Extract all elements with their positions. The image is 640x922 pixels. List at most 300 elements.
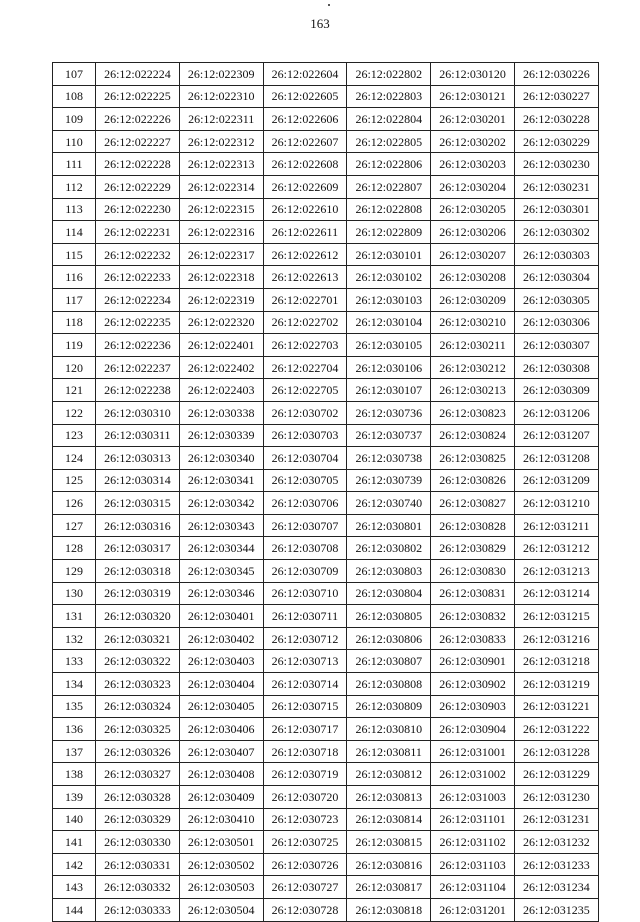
- cadastral-number-cell: 26:12:030810: [347, 718, 431, 741]
- cadastral-number-cell: 26:12:030209: [431, 288, 515, 311]
- cadastral-number-cell: 26:12:030740: [347, 492, 431, 515]
- cadastral-number-cell: 26:12:030809: [347, 695, 431, 718]
- cadastral-number-cell: 26:12:022611: [263, 221, 347, 244]
- cadastral-number-cell: 26:12:022227: [96, 130, 180, 153]
- cadastral-number-cell: 26:12:030338: [179, 401, 263, 424]
- cadastral-number-cell: 26:12:030801: [347, 514, 431, 537]
- cadastral-number-cell: 26:12:030739: [347, 469, 431, 492]
- cadastral-number-cell: 26:12:030305: [514, 288, 598, 311]
- cadastral-number-cell: 26:12:030406: [179, 718, 263, 741]
- cadastral-number-cell: 26:12:030714: [263, 673, 347, 696]
- cadastral-number-cell: 26:12:030206: [431, 221, 515, 244]
- cadastral-number-cell: 26:12:022701: [263, 288, 347, 311]
- cadastral-number-cell: 26:12:031235: [514, 898, 598, 921]
- cadastral-number-cell: 26:12:031103: [431, 853, 515, 876]
- cadastral-number-cell: 26:12:030228: [514, 108, 598, 131]
- row-number-cell: 129: [53, 560, 96, 583]
- cadastral-number-cell: 26:12:022609: [263, 175, 347, 198]
- table-row: [53, 650, 599, 673]
- cadastral-number-cell: 26:12:030803: [347, 560, 431, 583]
- cadastral-number-cell: 26:12:030332: [96, 876, 180, 899]
- cadastral-number-cell: 26:12:031230: [514, 786, 598, 809]
- cadastral-number-cell: 26:12:030825: [431, 447, 515, 470]
- row-number-cell: 139: [53, 786, 96, 809]
- cadastral-number-cell: 26:12:030823: [431, 401, 515, 424]
- cadastral-number-cell: 26:12:030709: [263, 560, 347, 583]
- cadastral-number-cell: 26:12:030702: [263, 401, 347, 424]
- cadastral-number-cell: 26:12:022401: [179, 334, 263, 357]
- cadastral-number-cell: 26:12:031218: [514, 650, 598, 673]
- cadastral-number-cell: 26:12:030121: [431, 85, 515, 108]
- cadastral-number-cell: 26:12:030812: [347, 763, 431, 786]
- cadastral-number-cell: 26:12:030307: [514, 334, 598, 357]
- table-row: [53, 514, 599, 537]
- table-row: [53, 763, 599, 786]
- cadastral-number-cell: 26:12:022232: [96, 243, 180, 266]
- cadastral-number-cell: 26:12:022224: [96, 63, 180, 86]
- cadastral-number-cell: 26:12:030807: [347, 650, 431, 673]
- cadastral-number-cell: 26:12:030816: [347, 853, 431, 876]
- cadastral-number-cell: 26:12:030340: [179, 447, 263, 470]
- cadastral-number-cell: 26:12:030706: [263, 492, 347, 515]
- cadastral-number-cell: 26:12:030407: [179, 740, 263, 763]
- cadastral-number-cell: 26:12:022803: [347, 85, 431, 108]
- cadastral-number-cell: 26:12:031234: [514, 876, 598, 899]
- table-row: [53, 876, 599, 899]
- row-number-cell: 110: [53, 130, 96, 153]
- table-row: [53, 740, 599, 763]
- table-row: [53, 537, 599, 560]
- cadastral-number-cell: 26:12:030204: [431, 175, 515, 198]
- row-number-cell: 130: [53, 582, 96, 605]
- cadastral-number-cell: 26:12:030713: [263, 650, 347, 673]
- cadastral-number-cell: 26:12:022311: [179, 108, 263, 131]
- cadastral-number-cell: 26:12:030718: [263, 740, 347, 763]
- cadastral-number-cell: 26:12:030410: [179, 808, 263, 831]
- cadastral-number-cell: 26:12:030738: [347, 447, 431, 470]
- cadastral-number-cell: 26:12:030315: [96, 492, 180, 515]
- table-row: [53, 108, 599, 131]
- cadastral-number-cell: 26:12:030231: [514, 175, 598, 198]
- cadastral-number-cell: 26:12:022402: [179, 356, 263, 379]
- cadastral-number-cell: 26:12:031206: [514, 401, 598, 424]
- cadastral-number-cell: 26:12:030817: [347, 876, 431, 899]
- cadastral-number-cell: 26:12:030712: [263, 627, 347, 650]
- cadastral-number-cell: 26:12:030802: [347, 537, 431, 560]
- table-row: [53, 379, 599, 402]
- cadastral-number-cell: 26:12:030210: [431, 311, 515, 334]
- cadastral-number-cell: 26:12:030901: [431, 650, 515, 673]
- cadastral-number-cell: 26:12:030330: [96, 831, 180, 854]
- cadastral-number-cell: 26:12:031216: [514, 627, 598, 650]
- cadastral-number-cell: 26:12:022316: [179, 221, 263, 244]
- cadastral-number-cell: 26:12:031229: [514, 763, 598, 786]
- cadastral-number-cell: 26:12:030316: [96, 514, 180, 537]
- table-row: [53, 288, 599, 311]
- cadastral-number-cell: 26:12:030405: [179, 695, 263, 718]
- cadastral-number-cell: 26:12:030342: [179, 492, 263, 515]
- cadastral-number-cell: 26:12:030328: [96, 786, 180, 809]
- cadastral-number-cell: 26:12:030708: [263, 537, 347, 560]
- cadastral-number-cell: 26:12:030105: [347, 334, 431, 357]
- cadastral-number-cell: 26:12:031211: [514, 514, 598, 537]
- table-row: [53, 582, 599, 605]
- cadastral-number-cell: 26:12:030403: [179, 650, 263, 673]
- cadastral-number-cell: 26:12:030203: [431, 153, 515, 176]
- cadastral-number-cell: 26:12:030303: [514, 243, 598, 266]
- cadastral-number-cell: 26:12:030805: [347, 605, 431, 628]
- cadastral-number-cell: 26:12:030727: [263, 876, 347, 899]
- cadastral-number-cell: 26:12:030704: [263, 447, 347, 470]
- scan-dot-mark: [328, 4, 330, 6]
- cadastral-number-cell: 26:12:022309: [179, 63, 263, 86]
- table-row: [53, 560, 599, 583]
- cadastral-number-cell: 26:12:030229: [514, 130, 598, 153]
- cadastral-number-cell: 26:12:030345: [179, 560, 263, 583]
- cadastral-number-cell: 26:12:022805: [347, 130, 431, 153]
- cadastral-number-cell: 26:12:022228: [96, 153, 180, 176]
- row-number-cell: 124: [53, 447, 96, 470]
- cadastral-number-cell: 26:12:030326: [96, 740, 180, 763]
- cadastral-number-cell: 26:12:030829: [431, 537, 515, 560]
- cadastral-number-cell: 26:12:022237: [96, 356, 180, 379]
- cadastral-number-cell: 26:12:030737: [347, 424, 431, 447]
- cadastral-number-cell: 26:12:030331: [96, 853, 180, 876]
- cadastral-number-cell: 26:12:022613: [263, 266, 347, 289]
- cadastral-number-cell: 26:12:030725: [263, 831, 347, 854]
- row-number-cell: 115: [53, 243, 96, 266]
- cadastral-number-cell: 26:12:022608: [263, 153, 347, 176]
- cadastral-number-cell: 26:12:031231: [514, 808, 598, 831]
- row-number-cell: 128: [53, 537, 96, 560]
- cadastral-number-cell: 26:12:030308: [514, 356, 598, 379]
- cadastral-number-cell: 26:12:022238: [96, 379, 180, 402]
- cadastral-number-cell: 26:12:030346: [179, 582, 263, 605]
- cadastral-number-cell: 26:12:030341: [179, 469, 263, 492]
- cadastral-number-cell: 26:12:030826: [431, 469, 515, 492]
- table-row: [53, 175, 599, 198]
- cadastral-number-cell: 26:12:030230: [514, 153, 598, 176]
- cadastral-number-cell: 26:12:022234: [96, 288, 180, 311]
- cadastral-number-cell: 26:12:031215: [514, 605, 598, 628]
- cadastral-number-cell: 26:12:022225: [96, 85, 180, 108]
- cadastral-number-cell: 26:12:030202: [431, 130, 515, 153]
- cadastral-number-cell: 26:12:030720: [263, 786, 347, 809]
- cadastral-number-cell: 26:12:030205: [431, 198, 515, 221]
- cadastral-number-cell: 26:12:030320: [96, 605, 180, 628]
- cadastral-number-cell: 26:12:030310: [96, 401, 180, 424]
- table-row: [53, 243, 599, 266]
- cadastral-number-cell: 26:12:030408: [179, 763, 263, 786]
- cadastral-number-cell: 26:12:022607: [263, 130, 347, 153]
- cadastral-number-cell: 26:12:022312: [179, 130, 263, 153]
- row-number-cell: 126: [53, 492, 96, 515]
- cadastral-number-cell: 26:12:022320: [179, 311, 263, 334]
- cadastral-number-cell: 26:12:030304: [514, 266, 598, 289]
- table-row: [53, 334, 599, 357]
- cadastral-number-cell: 26:12:030212: [431, 356, 515, 379]
- cadastral-number-cell: 26:12:030504: [179, 898, 263, 921]
- table-row: [53, 786, 599, 809]
- cadastral-number-cell: 26:12:022804: [347, 108, 431, 131]
- cadastral-number-cell: 26:12:030201: [431, 108, 515, 131]
- table-row: [53, 424, 599, 447]
- cadastral-number-cell: 26:12:030321: [96, 627, 180, 650]
- cadastral-number-cell: 26:12:030318: [96, 560, 180, 583]
- cadastral-number-cell: 26:12:022606: [263, 108, 347, 131]
- row-number-cell: 108: [53, 85, 96, 108]
- cadastral-number-cell: 26:12:030815: [347, 831, 431, 854]
- row-number-cell: 144: [53, 898, 96, 921]
- cadastral-number-cell: 26:12:030736: [347, 401, 431, 424]
- cadastral-number-cell: 26:12:030409: [179, 786, 263, 809]
- cadastral-number-cell: 26:12:022319: [179, 288, 263, 311]
- cadastral-number-cell: 26:12:030324: [96, 695, 180, 718]
- row-number-cell: 121: [53, 379, 96, 402]
- cadastral-number-cell: 26:12:030903: [431, 695, 515, 718]
- cadastral-number-cell: 26:12:030501: [179, 831, 263, 854]
- cadastral-number-cell: 26:12:030808: [347, 673, 431, 696]
- cadastral-number-cell: 26:12:022318: [179, 266, 263, 289]
- cadastral-number-cell: 26:12:031003: [431, 786, 515, 809]
- row-number-cell: 127: [53, 514, 96, 537]
- row-number-cell: 141: [53, 831, 96, 854]
- cadastral-number-cell: 26:12:030902: [431, 673, 515, 696]
- cadastral-number-cell: 26:12:030329: [96, 808, 180, 831]
- table-row: [53, 130, 599, 153]
- row-number-cell: 114: [53, 221, 96, 244]
- table-row: [53, 831, 599, 854]
- cadastral-number-cell: 26:12:030719: [263, 763, 347, 786]
- table-row: [53, 673, 599, 696]
- cadastral-number-cell: 26:12:030227: [514, 85, 598, 108]
- table-row: [53, 266, 599, 289]
- cadastral-number-cell: 26:12:030344: [179, 537, 263, 560]
- cadastral-number-cell: 26:12:031219: [514, 673, 598, 696]
- cadastral-number-cell: 26:12:030106: [347, 356, 431, 379]
- cadastral-number-cell: 26:12:030314: [96, 469, 180, 492]
- row-number-cell: 120: [53, 356, 96, 379]
- table-row: [53, 221, 599, 244]
- table-row: [53, 447, 599, 470]
- cadastral-number-cell: 26:12:022605: [263, 85, 347, 108]
- table-row: [53, 85, 599, 108]
- cadastral-number-cell: 26:12:031001: [431, 740, 515, 763]
- cadastral-number-cell: 26:12:030322: [96, 650, 180, 673]
- cadastral-number-cell: 26:12:031214: [514, 582, 598, 605]
- cadastral-number-cell: 26:12:022233: [96, 266, 180, 289]
- row-number-cell: 135: [53, 695, 96, 718]
- row-number-cell: 122: [53, 401, 96, 424]
- cadastral-number-cell: 26:12:022806: [347, 153, 431, 176]
- cadastral-number-cell: 26:12:031232: [514, 831, 598, 854]
- cadastral-number-cell: 26:12:022703: [263, 334, 347, 357]
- cadastral-number-cell: 26:12:030818: [347, 898, 431, 921]
- table-row: [53, 401, 599, 424]
- row-number-cell: 138: [53, 763, 96, 786]
- row-number-cell: 119: [53, 334, 96, 357]
- cadastral-number-cell: 26:12:030317: [96, 537, 180, 560]
- row-number-cell: 123: [53, 424, 96, 447]
- row-number-cell: 109: [53, 108, 96, 131]
- cadastral-number-cell: 26:12:030814: [347, 808, 431, 831]
- cadastral-number-cell: 26:12:031228: [514, 740, 598, 763]
- cadastral-numbers-table: [52, 62, 599, 922]
- cadastral-number-cell: 26:12:022314: [179, 175, 263, 198]
- row-number-cell: 112: [53, 175, 96, 198]
- row-number-cell: 143: [53, 876, 96, 899]
- cadastral-number-cell: 26:12:030707: [263, 514, 347, 537]
- cadastral-number-cell: 26:12:030319: [96, 582, 180, 605]
- cadastral-number-cell: 26:12:031207: [514, 424, 598, 447]
- cadastral-number-cell: 26:12:030806: [347, 627, 431, 650]
- cadastral-number-cell: 26:12:030828: [431, 514, 515, 537]
- cadastral-number-cell: 26:12:030301: [514, 198, 598, 221]
- row-number-cell: 134: [53, 673, 96, 696]
- table-row: [53, 718, 599, 741]
- row-number-cell: 116: [53, 266, 96, 289]
- cadastral-number-cell: 26:12:022807: [347, 175, 431, 198]
- table-row: [53, 492, 599, 515]
- cadastral-number-cell: 26:12:030710: [263, 582, 347, 605]
- cadastral-number-cell: 26:12:030311: [96, 424, 180, 447]
- row-number-cell: 137: [53, 740, 96, 763]
- table-body: [53, 63, 599, 922]
- cadastral-number-cell: 26:12:022610: [263, 198, 347, 221]
- cadastral-number-cell: 26:12:030726: [263, 853, 347, 876]
- cadastral-number-cell: 26:12:030302: [514, 221, 598, 244]
- cadastral-number-cell: 26:12:030715: [263, 695, 347, 718]
- cadastral-number-cell: 26:12:030811: [347, 740, 431, 763]
- cadastral-number-cell: 26:12:022802: [347, 63, 431, 86]
- cadastral-number-cell: 26:12:030208: [431, 266, 515, 289]
- cadastral-number-cell: 26:12:031213: [514, 560, 598, 583]
- row-number-cell: 111: [53, 153, 96, 176]
- cadastral-number-cell: 26:12:030323: [96, 673, 180, 696]
- cadastral-number-cell: 26:12:022809: [347, 221, 431, 244]
- row-number-cell: 140: [53, 808, 96, 831]
- cadastral-number-cell: 26:12:022230: [96, 198, 180, 221]
- table-row: [53, 63, 599, 86]
- cadastral-number-cell: 26:12:030830: [431, 560, 515, 583]
- cadastral-number-cell: 26:12:030402: [179, 627, 263, 650]
- cadastral-number-cell: 26:12:022403: [179, 379, 263, 402]
- cadastral-number-cell: 26:12:030213: [431, 379, 515, 402]
- cadastral-number-cell: 26:12:030717: [263, 718, 347, 741]
- cadastral-number-cell: 26:12:030503: [179, 876, 263, 899]
- row-number-cell: 113: [53, 198, 96, 221]
- cadastral-number-cell: 26:12:030904: [431, 718, 515, 741]
- cadastral-number-cell: 26:12:031221: [514, 695, 598, 718]
- cadastral-number-cell: 26:12:030101: [347, 243, 431, 266]
- cadastral-number-cell: 26:12:022317: [179, 243, 263, 266]
- cadastral-number-cell: 26:12:022313: [179, 153, 263, 176]
- cadastral-number-cell: 26:12:030313: [96, 447, 180, 470]
- cadastral-number-cell: 26:12:030102: [347, 266, 431, 289]
- cadastral-number-cell: 26:12:031233: [514, 853, 598, 876]
- cadastral-number-cell: 26:12:030207: [431, 243, 515, 266]
- table-row: [53, 853, 599, 876]
- table-row: [53, 605, 599, 628]
- cadastral-number-cell: 26:12:030728: [263, 898, 347, 921]
- row-number-cell: 142: [53, 853, 96, 876]
- cadastral-number-cell: 26:12:031104: [431, 876, 515, 899]
- table-row: [53, 356, 599, 379]
- row-number-cell: 136: [53, 718, 96, 741]
- cadastral-number-cell: 26:12:031210: [514, 492, 598, 515]
- table-row: [53, 627, 599, 650]
- cadastral-number-cell: 26:12:030103: [347, 288, 431, 311]
- row-number-cell: 117: [53, 288, 96, 311]
- cadastral-number-cell: 26:12:031209: [514, 469, 598, 492]
- table-row: [53, 898, 599, 921]
- table-row: [53, 695, 599, 718]
- cadastral-number-cell: 26:12:031201: [431, 898, 515, 921]
- table-row: [53, 153, 599, 176]
- cadastral-number-cell: 26:12:022226: [96, 108, 180, 131]
- cadastral-number-cell: 26:12:030703: [263, 424, 347, 447]
- cadastral-number-cell: 26:12:022231: [96, 221, 180, 244]
- cadastral-number-cell: 26:12:030833: [431, 627, 515, 650]
- cadastral-number-cell: 26:12:030333: [96, 898, 180, 921]
- cadastral-number-cell: 26:12:022704: [263, 356, 347, 379]
- cadastral-number-cell: 26:12:031212: [514, 537, 598, 560]
- cadastral-number-cell: 26:12:030832: [431, 605, 515, 628]
- cadastral-number-cell: 26:12:031102: [431, 831, 515, 854]
- row-number-cell: 107: [53, 63, 96, 86]
- cadastral-number-cell: 26:12:022310: [179, 85, 263, 108]
- cadastral-number-cell: 26:12:022315: [179, 198, 263, 221]
- row-number-cell: 131: [53, 605, 96, 628]
- cadastral-number-cell: 26:12:030824: [431, 424, 515, 447]
- cadastral-number-cell: 26:12:031101: [431, 808, 515, 831]
- cadastral-number-cell: 26:12:030104: [347, 311, 431, 334]
- cadastral-number-cell: 26:12:030502: [179, 853, 263, 876]
- cadastral-number-cell: 26:12:030723: [263, 808, 347, 831]
- table-row: [53, 469, 599, 492]
- cadastral-number-cell: 26:12:022235: [96, 311, 180, 334]
- row-number-cell: 133: [53, 650, 96, 673]
- cadastral-number-cell: 26:12:031002: [431, 763, 515, 786]
- cadastral-number-cell: 26:12:030120: [431, 63, 515, 86]
- row-number-cell: 125: [53, 469, 96, 492]
- cadastral-number-cell: 26:12:030831: [431, 582, 515, 605]
- cadastral-number-cell: 26:12:030804: [347, 582, 431, 605]
- cadastral-number-cell: 26:12:030226: [514, 63, 598, 86]
- row-number-cell: 132: [53, 627, 96, 650]
- cadastral-number-cell: 26:12:031208: [514, 447, 598, 470]
- cadastral-number-cell: 26:12:031222: [514, 718, 598, 741]
- cadastral-number-cell: 26:12:030813: [347, 786, 431, 809]
- cadastral-number-cell: 26:12:022229: [96, 175, 180, 198]
- cadastral-number-cell: 26:12:030705: [263, 469, 347, 492]
- cadastral-number-cell: 26:12:022702: [263, 311, 347, 334]
- cadastral-number-cell: 26:12:022612: [263, 243, 347, 266]
- cadastral-number-cell: 26:12:022705: [263, 379, 347, 402]
- cadastral-number-cell: 26:12:030309: [514, 379, 598, 402]
- cadastral-number-cell: 26:12:030827: [431, 492, 515, 515]
- cadastral-number-cell: 26:12:022808: [347, 198, 431, 221]
- cadastral-number-cell: 26:12:030404: [179, 673, 263, 696]
- cadastral-number-cell: 26:12:030211: [431, 334, 515, 357]
- cadastral-number-cell: 26:12:022604: [263, 63, 347, 86]
- table-row: [53, 311, 599, 334]
- cadastral-number-cell: 26:12:030107: [347, 379, 431, 402]
- table-row: [53, 808, 599, 831]
- table-row: [53, 198, 599, 221]
- cadastral-number-cell: 26:12:022236: [96, 334, 180, 357]
- cadastral-number-cell: 26:12:030339: [179, 424, 263, 447]
